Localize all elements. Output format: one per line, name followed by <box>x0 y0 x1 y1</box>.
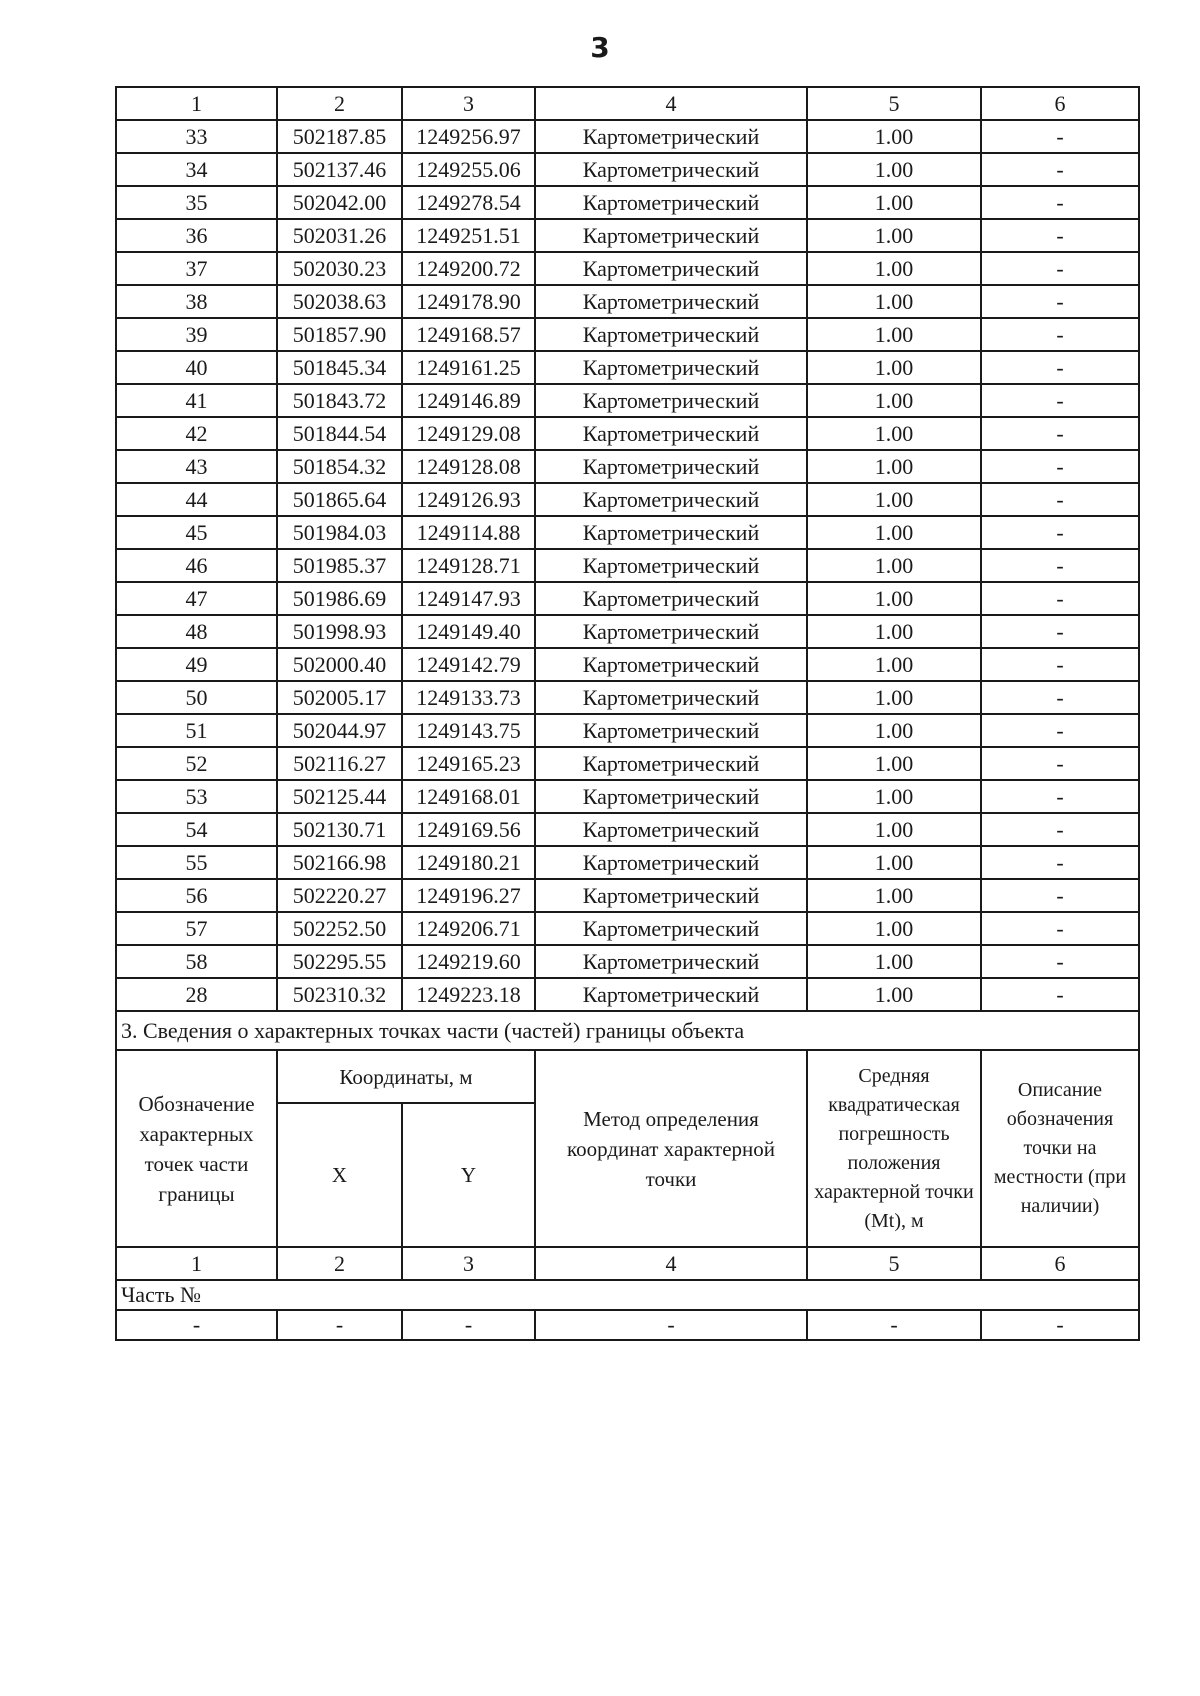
coord-x: 501865.64 <box>277 483 402 516</box>
table-row <box>116 846 1139 879</box>
description: - <box>981 681 1139 714</box>
description: - <box>981 219 1139 252</box>
description: - <box>981 780 1139 813</box>
point-number: 46 <box>116 549 277 582</box>
table-row <box>116 747 1139 780</box>
point-number: 34 <box>116 153 277 186</box>
point-number: 38 <box>116 285 277 318</box>
point-number: 49 <box>116 648 277 681</box>
description: - <box>981 912 1139 945</box>
header-point-designation: Обозначение характерных точек части границы <box>116 1050 277 1247</box>
error-mt: 1.00 <box>807 846 981 879</box>
description: - <box>981 252 1139 285</box>
description: - <box>981 153 1139 186</box>
coord-x: 502310.32 <box>277 978 402 1011</box>
method: Картометрический <box>535 780 807 813</box>
coord-y: 1249206.71 <box>402 912 535 945</box>
point-number: 58 <box>116 945 277 978</box>
error-mt: 1.00 <box>807 252 981 285</box>
column-number: 4 <box>535 1247 807 1280</box>
coord-y: 1249178.90 <box>402 285 535 318</box>
coord-y: 1249168.57 <box>402 318 535 351</box>
column-number: 5 <box>807 1247 981 1280</box>
table-row <box>116 516 1139 549</box>
error-mt: 1.00 <box>807 780 981 813</box>
coord-y: 1249133.73 <box>402 681 535 714</box>
table-row <box>116 120 1139 153</box>
header-error: Средняя квадратическая погрешность положения характерной точки (Mt), м <box>807 1050 981 1247</box>
method: Картометрический <box>535 417 807 450</box>
coord-x: 501844.54 <box>277 417 402 450</box>
error-mt: 1.00 <box>807 615 981 648</box>
coord-x: 502030.23 <box>277 252 402 285</box>
method: Картометрический <box>535 813 807 846</box>
coordinates-table <box>115 86 1140 1341</box>
coord-y: 1249278.54 <box>402 186 535 219</box>
empty-cell: - <box>807 1310 981 1340</box>
table-row <box>116 285 1139 318</box>
part-empty-row <box>116 1310 1139 1340</box>
table-row <box>116 912 1139 945</box>
coord-y: 1249128.08 <box>402 450 535 483</box>
table-row <box>116 483 1139 516</box>
method: Картометрический <box>535 285 807 318</box>
method: Картометрический <box>535 153 807 186</box>
point-number: 28 <box>116 978 277 1011</box>
header-x: X <box>277 1103 402 1247</box>
method: Картометрический <box>535 912 807 945</box>
coord-x: 502187.85 <box>277 120 402 153</box>
error-mt: 1.00 <box>807 648 981 681</box>
error-mt: 1.00 <box>807 120 981 153</box>
coord-x: 502005.17 <box>277 681 402 714</box>
empty-cell: - <box>116 1310 277 1340</box>
coord-y: 1249142.79 <box>402 648 535 681</box>
point-number: 53 <box>116 780 277 813</box>
coord-x: 501843.72 <box>277 384 402 417</box>
description: - <box>981 186 1139 219</box>
coord-x: 501985.37 <box>277 549 402 582</box>
table-row <box>116 813 1139 846</box>
column-number: 1 <box>116 1247 277 1280</box>
column-number: 6 <box>981 87 1139 120</box>
coord-x: 501854.32 <box>277 450 402 483</box>
error-mt: 1.00 <box>807 813 981 846</box>
point-number: 52 <box>116 747 277 780</box>
section-3-column-number-row <box>116 1247 1139 1280</box>
error-mt: 1.00 <box>807 351 981 384</box>
table-row <box>116 318 1139 351</box>
point-number: 57 <box>116 912 277 945</box>
point-number: 48 <box>116 615 277 648</box>
description: - <box>981 945 1139 978</box>
method: Картометрический <box>535 879 807 912</box>
column-number-row <box>116 87 1139 120</box>
error-mt: 1.00 <box>807 912 981 945</box>
method: Картометрический <box>535 384 807 417</box>
description: - <box>981 318 1139 351</box>
coord-y: 1249165.23 <box>402 747 535 780</box>
table-row <box>116 417 1139 450</box>
description: - <box>981 615 1139 648</box>
empty-cell: - <box>277 1310 402 1340</box>
coord-x: 502137.46 <box>277 153 402 186</box>
table-row <box>116 186 1139 219</box>
coord-x: 502038.63 <box>277 285 402 318</box>
coord-y: 1249149.40 <box>402 615 535 648</box>
table-row <box>116 450 1139 483</box>
coord-y: 1249147.93 <box>402 582 535 615</box>
header-method: Метод определения координат характерной точки <box>535 1050 807 1247</box>
error-mt: 1.00 <box>807 582 981 615</box>
coord-y: 1249219.60 <box>402 945 535 978</box>
table-row <box>116 351 1139 384</box>
column-number: 5 <box>807 87 981 120</box>
error-mt: 1.00 <box>807 747 981 780</box>
table-row <box>116 252 1139 285</box>
point-number: 54 <box>116 813 277 846</box>
description: - <box>981 285 1139 318</box>
description: - <box>981 483 1139 516</box>
coord-y: 1249180.21 <box>402 846 535 879</box>
description: - <box>981 516 1139 549</box>
coord-y: 1249169.56 <box>402 813 535 846</box>
coord-y: 1249146.89 <box>402 384 535 417</box>
table-row <box>116 879 1139 912</box>
error-mt: 1.00 <box>807 186 981 219</box>
column-number: 3 <box>402 1247 535 1280</box>
coord-x: 502130.71 <box>277 813 402 846</box>
column-number: 3 <box>402 87 535 120</box>
description: - <box>981 351 1139 384</box>
point-number: 45 <box>116 516 277 549</box>
header-description: Описание обозначения точки на местности (при наличии) <box>981 1050 1139 1247</box>
point-number: 47 <box>116 582 277 615</box>
error-mt: 1.00 <box>807 450 981 483</box>
coord-y: 1249161.25 <box>402 351 535 384</box>
method: Картометрический <box>535 648 807 681</box>
point-number: 43 <box>116 450 277 483</box>
point-number: 35 <box>116 186 277 219</box>
method: Картометрический <box>535 450 807 483</box>
point-number: 55 <box>116 846 277 879</box>
column-number: 2 <box>277 87 402 120</box>
part-label: Часть № <box>116 1280 1139 1310</box>
coord-x: 502044.97 <box>277 714 402 747</box>
method: Картометрический <box>535 846 807 879</box>
table-row <box>116 681 1139 714</box>
point-number: 44 <box>116 483 277 516</box>
coord-x: 501984.03 <box>277 516 402 549</box>
error-mt: 1.00 <box>807 285 981 318</box>
coord-x: 502220.27 <box>277 879 402 912</box>
empty-cell: - <box>402 1310 535 1340</box>
method: Картометрический <box>535 714 807 747</box>
table-row <box>116 219 1139 252</box>
part-label-row <box>116 1280 1139 1310</box>
method: Картометрический <box>535 747 807 780</box>
point-number: 51 <box>116 714 277 747</box>
point-number: 40 <box>116 351 277 384</box>
method: Картометрический <box>535 516 807 549</box>
description: - <box>981 417 1139 450</box>
error-mt: 1.00 <box>807 219 981 252</box>
coord-x: 502031.26 <box>277 219 402 252</box>
method: Картометрический <box>535 483 807 516</box>
point-number: 50 <box>116 681 277 714</box>
method: Картометрический <box>535 120 807 153</box>
error-mt: 1.00 <box>807 714 981 747</box>
method: Картометрический <box>535 978 807 1011</box>
coord-y: 1249128.71 <box>402 549 535 582</box>
description: - <box>981 549 1139 582</box>
column-number: 6 <box>981 1247 1139 1280</box>
error-mt: 1.00 <box>807 318 981 351</box>
coord-y: 1249168.01 <box>402 780 535 813</box>
description: - <box>981 582 1139 615</box>
method: Картометрический <box>535 615 807 648</box>
point-number: 39 <box>116 318 277 351</box>
point-number: 36 <box>116 219 277 252</box>
error-mt: 1.00 <box>807 516 981 549</box>
error-mt: 1.00 <box>807 417 981 450</box>
description: - <box>981 714 1139 747</box>
coord-y: 1249196.27 <box>402 879 535 912</box>
header-y: Y <box>402 1103 535 1247</box>
description: - <box>981 846 1139 879</box>
column-number: 4 <box>535 87 807 120</box>
coord-x: 502295.55 <box>277 945 402 978</box>
error-mt: 1.00 <box>807 483 981 516</box>
coord-x: 502166.98 <box>277 846 402 879</box>
page-number: 3 <box>590 31 610 64</box>
column-number: 2 <box>277 1247 402 1280</box>
empty-cell: - <box>981 1310 1139 1340</box>
section-3-title-row <box>116 1011 1139 1050</box>
coord-y: 1249255.06 <box>402 153 535 186</box>
table-row <box>116 615 1139 648</box>
method: Картометрический <box>535 945 807 978</box>
coord-x: 501845.34 <box>277 351 402 384</box>
error-mt: 1.00 <box>807 549 981 582</box>
coord-y: 1249129.08 <box>402 417 535 450</box>
error-mt: 1.00 <box>807 153 981 186</box>
coord-y: 1249143.75 <box>402 714 535 747</box>
coord-y: 1249126.93 <box>402 483 535 516</box>
point-number: 56 <box>116 879 277 912</box>
method: Картометрический <box>535 582 807 615</box>
point-number: 42 <box>116 417 277 450</box>
coord-x: 502125.44 <box>277 780 402 813</box>
description: - <box>981 120 1139 153</box>
description: - <box>981 384 1139 417</box>
description: - <box>981 747 1139 780</box>
method: Картометрический <box>535 681 807 714</box>
coord-x: 502042.00 <box>277 186 402 219</box>
description: - <box>981 450 1139 483</box>
error-mt: 1.00 <box>807 384 981 417</box>
table-row <box>116 978 1139 1011</box>
table-row <box>116 714 1139 747</box>
point-number: 33 <box>116 120 277 153</box>
coord-x: 501857.90 <box>277 318 402 351</box>
coord-x: 501986.69 <box>277 582 402 615</box>
coord-x: 502252.50 <box>277 912 402 945</box>
error-mt: 1.00 <box>807 945 981 978</box>
method: Картометрический <box>535 549 807 582</box>
error-mt: 1.00 <box>807 879 981 912</box>
table-row <box>116 945 1139 978</box>
description: - <box>981 813 1139 846</box>
description: - <box>981 648 1139 681</box>
column-number: 1 <box>116 87 277 120</box>
method: Картометрический <box>535 252 807 285</box>
coord-y: 1249256.97 <box>402 120 535 153</box>
coord-y: 1249114.88 <box>402 516 535 549</box>
coord-x: 501998.93 <box>277 615 402 648</box>
table-row <box>116 648 1139 681</box>
method: Картометрический <box>535 351 807 384</box>
method: Картометрический <box>535 318 807 351</box>
method: Картометрический <box>535 186 807 219</box>
method: Картометрический <box>535 219 807 252</box>
coord-y: 1249200.72 <box>402 252 535 285</box>
coord-x: 502116.27 <box>277 747 402 780</box>
coord-y: 1249223.18 <box>402 978 535 1011</box>
point-number: 41 <box>116 384 277 417</box>
description: - <box>981 879 1139 912</box>
coord-y: 1249251.51 <box>402 219 535 252</box>
table-row <box>116 549 1139 582</box>
table-row <box>116 384 1139 417</box>
table-row <box>116 780 1139 813</box>
section-3-title: 3. Сведения о характерных точках части (частей) границы объекта <box>116 1011 1139 1050</box>
section-3-header-row <box>116 1050 1139 1103</box>
error-mt: 1.00 <box>807 681 981 714</box>
empty-cell: - <box>535 1310 807 1340</box>
coord-x: 502000.40 <box>277 648 402 681</box>
point-number: 37 <box>116 252 277 285</box>
header-coordinates: Координаты, м <box>277 1050 535 1103</box>
table-row <box>116 153 1139 186</box>
table-row <box>116 582 1139 615</box>
description: - <box>981 978 1139 1011</box>
error-mt: 1.00 <box>807 978 981 1011</box>
